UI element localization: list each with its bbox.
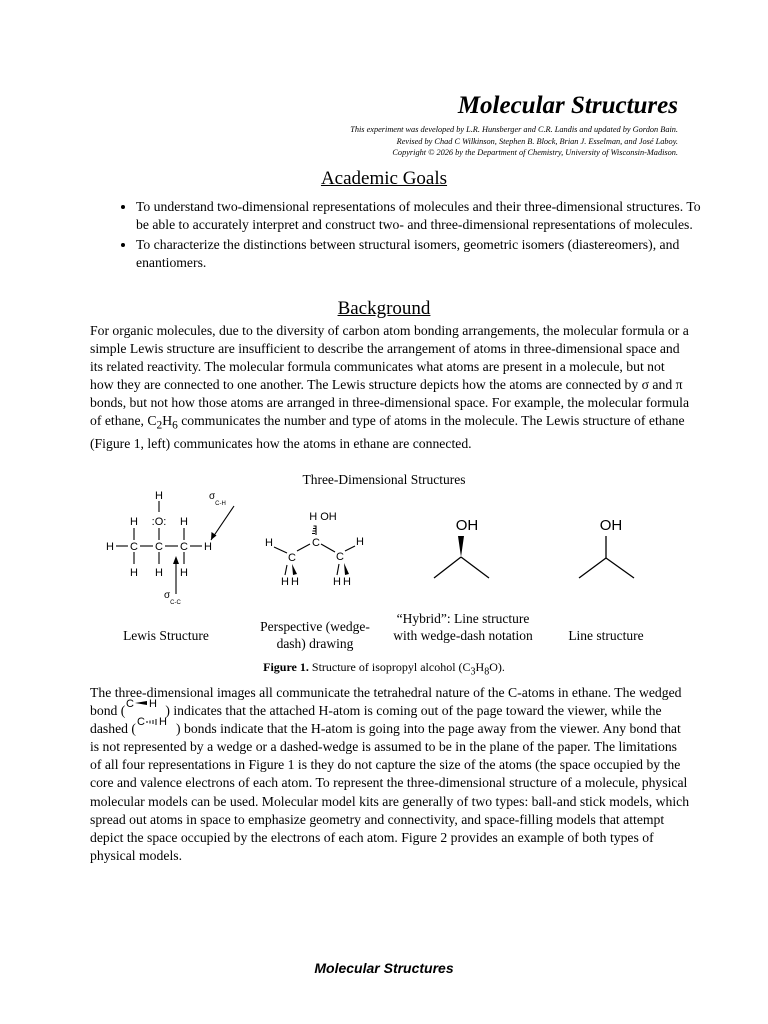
para-text: H bbox=[162, 413, 173, 429]
atom-label: H bbox=[155, 490, 163, 502]
subscript: 6 bbox=[172, 420, 178, 433]
svg-text:H: H bbox=[159, 716, 167, 729]
caption-text: H bbox=[475, 660, 485, 674]
subscript: 2 bbox=[156, 420, 163, 433]
background-heading: Background bbox=[337, 298, 431, 319]
atom-label: H bbox=[265, 537, 273, 549]
lewis-structure-label: Lewis Structure bbox=[123, 628, 209, 643]
hybrid-line-structure-diagram bbox=[425, 512, 505, 587]
svg-text:H: H bbox=[149, 698, 158, 711]
background-paragraph bbox=[90, 322, 690, 453]
page-footer: Molecular Structures bbox=[314, 960, 454, 976]
body-paragraph bbox=[90, 684, 690, 865]
line-structure-diagram bbox=[570, 512, 650, 587]
subscript: 3 bbox=[470, 666, 476, 678]
caption-text: Structure of isopropyl alcohol (C bbox=[308, 660, 471, 674]
caption-text: O). bbox=[489, 660, 505, 674]
atom-label: C bbox=[155, 541, 163, 553]
svg-text:C: C bbox=[137, 716, 145, 729]
atom-label: H bbox=[281, 576, 289, 588]
lewis-structure-diagram bbox=[100, 488, 240, 608]
perspective-wedge-dash-diagram bbox=[258, 505, 368, 595]
atom-label: H OH bbox=[309, 511, 337, 523]
figure-caption bbox=[0, 660, 768, 677]
goal-item: • To understand two-dimensional representations of molecules and their three-dimensional structures. To be able to accurately interpret and construct two- and three-dimensional representations of molecules. bbox=[136, 198, 716, 234]
credit-line: This experiment was developed by L.R. Hunsberger and C.R. Landis and updated by Gordon Bain. bbox=[350, 125, 678, 134]
caption-label: Figure 1. bbox=[263, 660, 309, 674]
perspective-drawing-label: Perspective (wedge-dash) drawing bbox=[260, 619, 370, 651]
atom-label: C bbox=[180, 541, 188, 553]
atom-label: H bbox=[180, 516, 188, 528]
para-text: ) bonds indicate that the H-atom is going into the page away from the viewer. Any bond that is not represented by a wedge or a dashed-wedge is assumed to be in the plane of the paper. The limitations of all four representations in Figure 1 is they do not capture the size of the atoms (the space occupied by the core and valence electrons of each atom. To represent the three-dimensional structure of a molecule, physical molecular models can be used. Molecular model kits are generally of two types: ball-and stick models, which spread out atoms in space to emphasize geometry and connectivity, and space-filling models that attempt depict the space occupied by the electrons of each atom. Figure 2 provides an example of both types of physical models. bbox=[90, 721, 690, 863]
atom-label: OH bbox=[599, 517, 623, 534]
atom-label: :O: bbox=[151, 516, 167, 528]
atom-label: H bbox=[130, 516, 138, 528]
sigma-cc-label: $\sigma_{C-C}$ bbox=[164, 590, 181, 606]
atom-label: H bbox=[333, 576, 341, 588]
atom-label: H bbox=[106, 541, 114, 553]
atom-label: H bbox=[204, 541, 212, 553]
para-text: For organic molecules, due to the diversity of carbon atom bonding arrangements, the molecular formula or a simple Lewis structure are insufficient to describe the arrangement of atoms in three-dimensional space and its related reactivity. The molecular formula communicates what atoms are present in a molecule, but not how they are connected to one another. The Lewis structure depicts how the atoms are connected by σ and π bonds, but not how those atoms are arranged in three-dimensional space. For example, the molecular formula of ethane, C bbox=[90, 323, 690, 429]
atom-label: C bbox=[336, 551, 344, 563]
para-text: ) indicates that the attached H-atom is coming out of the page toward the viewer, while the dashed ( bbox=[90, 703, 662, 737]
credit-line: Revised by Chad C Wilkinson, Stephen B. Block, Brian J. Esselman, and José Laboy. bbox=[396, 136, 678, 146]
atom-label: C bbox=[312, 537, 320, 549]
para-text: communicates the number and type of atoms in the molecule. The Lewis structure of ethane (Figure 1, left) communicates how the atoms in ethane are connected. bbox=[90, 413, 685, 452]
para-text: The three-dimensional images all communicate the tetrahedral nature of the C-atoms in ethane. The wedged bond ( bbox=[90, 685, 682, 719]
goals-list bbox=[108, 198, 716, 274]
line-structure-label: Line structure bbox=[568, 628, 644, 643]
hybrid-structure-label: “Hybrid”: Line structure with wedge-dash notation bbox=[393, 611, 533, 643]
atom-label: H bbox=[343, 576, 351, 588]
svg-text:C: C bbox=[126, 698, 135, 711]
sigma-ch-label: $\sigma_{C-H}$ bbox=[209, 491, 226, 507]
atom-label: H bbox=[356, 536, 364, 548]
page-title: Molecular Structures bbox=[457, 92, 678, 119]
atom-label: H bbox=[130, 567, 138, 579]
figure-title: Three-Dimensional Structures bbox=[302, 472, 466, 487]
goal-item: • To characterize the distinctions between structural isomers, geometric isomers (diastereomers), and enantiomers. bbox=[136, 236, 716, 272]
atom-label: C bbox=[130, 541, 138, 553]
atom-label: H bbox=[180, 567, 188, 579]
credits-block bbox=[350, 124, 678, 159]
subscript: 8 bbox=[484, 666, 490, 678]
credit-line: Copyright © 2026 by the Department of Chemistry, University of Wisconsin-Madison. bbox=[392, 148, 678, 157]
dashed-bond-icon bbox=[136, 716, 176, 734]
academic-goals-heading: Academic Goals bbox=[320, 168, 448, 189]
atom-label: H bbox=[291, 576, 299, 588]
atom-label: H bbox=[155, 567, 163, 579]
atom-label: C bbox=[288, 552, 296, 564]
atom-label: OH bbox=[455, 517, 479, 534]
